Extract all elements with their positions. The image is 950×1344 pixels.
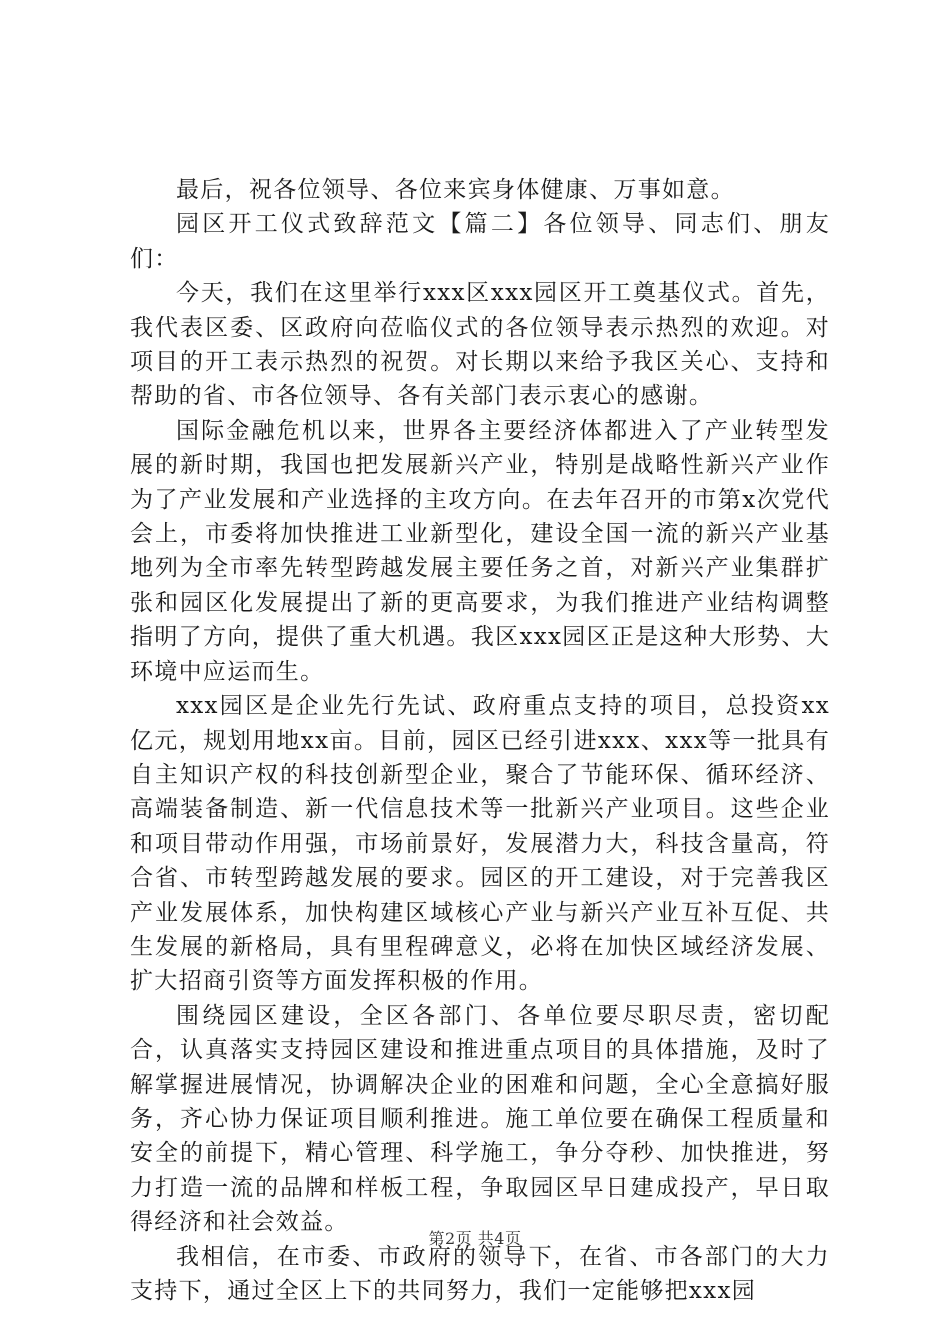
paragraph-belief: 我相信，在市委、市政府的领导下，在省、市各部门的大力支持下，通过全区上下的共同努力，我们一定能够把xxx园 (130, 1243, 830, 1304)
paragraph-park-overview: xxx园区是企业先行先试、政府重点支持的项目，总投资xx亿元，规划用地xx亩。目前，园区已经引进xxx、xxx等一批具有自主知识产权的科技创新型企业，聚合了节能环保、循环经济、高端装备制造、新一代信息技术等一批新兴产业项目。这些企业和项目带动作用强，市场前景好，发展潜力大，科技含量高，符合省、市转型跨越发展的要求。园区的开工建设，对于完善我区产业发展体系，加快构建区域核心产业与新兴产业互补互促、共生发展的新格局，具有里程碑意义，必将在加快区域经济发展、扩大招商引资等方面发挥积极的作用。 (130, 693, 830, 995)
page-number-footer: 第2页 共4页 (428, 1229, 522, 1248)
paragraph-financial-crisis: 国际金融危机以来，世界各主要经济体都进入了产业转型发展的新时期，我国也把发展新兴产业，特别是战略性新兴产业作为了产业发展和产业选择的主攻方向。在去年召开的市第x次党代会上，市委将加快推进工业新型化，建设全国一流的新兴产业基地列为全市率先转型跨越发展主要任务之首，对新兴产业集群扩张和园区化发展提出了新的更高要求，为我们推进产业结构调整指明了方向，提供了重大机遇。我区xxx园区正是这种大形势、大环境中应运而生。 (130, 417, 830, 685)
document-body (130, 173, 830, 1308)
paragraph-park-construction: 围绕园区建设，全区各部门、各单位要尽职尽责，密切配合，认真落实支持园区建设和推进重点项目的具体措施，及时了解掌握进展情况，协调解决企业的困难和问题，全心全意搞好服务，齐心协力保证项目顺利推进。施工单位要在确保工程质量和安全的前提下，精心管理、科学施工，争分夺秒、加快推进，努力打造一流的品牌和样板工程，争取园区早日建成投产，早日取得经济和社会效益。 (130, 1002, 830, 1236)
paragraph-section-heading: 园区开工仪式致辞范文【篇二】各位领导、同志们、朋友们： (130, 211, 830, 272)
paragraph-opening-welcome: 今天，我们在这里举行xxx区xxx园区开工奠基仪式。首先，我代表区委、区政府向莅临仪式的各位领导表示热烈的欢迎。对项目的开工表示热烈的祝贺。对长期以来给予我区关心、支持和帮助的省、市各位领导、各有关部门表示衷心的感谢。 (130, 280, 830, 410)
paragraph-closing-wishes: 最后，祝各位领导、各位来宾身体健康、万事如意。 (176, 177, 735, 203)
